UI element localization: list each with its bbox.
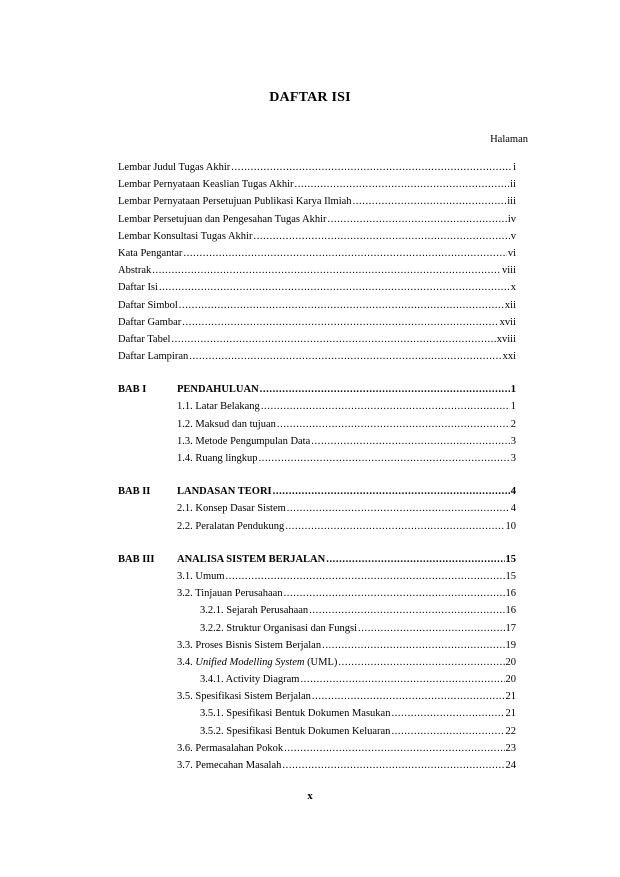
dot-leader: [189, 348, 501, 365]
toc-entry-label: 1.3. Metode Pengumpulan Data: [177, 435, 311, 447]
toc-entry-label: 3.2.2. Struktur Organisasi dan Fungsi: [200, 622, 358, 634]
toc-entry-page: x: [510, 282, 516, 294]
toc-entry-label: Daftar Gambar: [118, 316, 182, 328]
toc-entry-page: viii: [501, 265, 516, 277]
toc-section[interactable]: [118, 450, 516, 467]
toc-section[interactable]: [118, 416, 516, 433]
toc-entry-page: 24: [505, 760, 516, 771]
toc-section[interactable]: [118, 688, 516, 705]
toc-section[interactable]: [118, 740, 516, 757]
toc-entry-page: vi: [507, 247, 516, 259]
toc-entry-label: Daftar Isi: [118, 282, 158, 294]
toc-entry-page: 3: [510, 435, 516, 447]
toc-section[interactable]: [118, 637, 516, 654]
toc-entry-page: 3: [510, 453, 516, 464]
toc-entry[interactable]: [118, 245, 516, 262]
toc-entry-page: 15: [505, 553, 516, 565]
toc-section[interactable]: [118, 568, 516, 585]
dot-leader: [183, 245, 506, 262]
dot-leader: [226, 568, 505, 585]
dot-leader: [277, 416, 510, 433]
toc-entry-page: 20: [505, 656, 516, 668]
toc-entry-label: 3.2. Tinjauan Perusahaan: [177, 588, 283, 600]
toc-section[interactable]: [118, 433, 516, 450]
dot-leader: [273, 483, 510, 500]
toc-entry-page: 15: [505, 570, 516, 582]
toc-entry-label: 1.4. Ruang lingkup: [177, 453, 258, 464]
toc-entry-page: 23: [505, 742, 516, 754]
toc-entry-page: 10: [505, 520, 516, 532]
dot-leader: [311, 433, 509, 450]
toc-chapter[interactable]: [118, 483, 516, 500]
toc-entry[interactable]: [118, 211, 516, 228]
toc-section[interactable]: [118, 585, 516, 602]
dot-leader: [171, 331, 495, 348]
toc-entry-label: 3.7. Pemecahan Masalah: [177, 760, 282, 771]
label-italic: Unified Modelling System: [195, 656, 305, 668]
toc-entry-label: Daftar Tabel: [118, 333, 171, 345]
dot-leader: [328, 211, 507, 228]
toc-entry-page: 16: [505, 605, 516, 617]
toc-chapter[interactable]: [118, 551, 516, 568]
toc-entry-label: 3.5.1. Spesifikasi Bentuk Dokumen Masukan: [200, 708, 391, 720]
page-number: x: [307, 790, 313, 802]
toc-entry-label: 1.2. Maksud dan tujuan: [177, 418, 276, 430]
toc-entry-label: 3.1. Umum: [177, 570, 225, 582]
toc-entry[interactable]: [118, 348, 516, 365]
toc-entry-label: 3.3. Proses Bisnis Sistem Berjalan: [177, 639, 322, 651]
toc-entry-page: 17: [505, 622, 516, 634]
chapter-title: ANALISA SISTEM BERJALAN: [177, 553, 326, 565]
table-of-contents: [118, 159, 516, 774]
toc-entry-page: iv: [507, 213, 516, 225]
dot-leader: [179, 297, 504, 314]
toc-entry-label: Lembar Persetujuan dan Pengesahan Tugas Akhir: [118, 213, 327, 225]
dot-leader: [159, 279, 510, 296]
dot-leader: [353, 193, 507, 210]
toc-entry-page: v: [510, 230, 516, 242]
toc-entry-page: xvii: [499, 316, 516, 328]
chapter-title: LANDASAN TEORI: [177, 486, 272, 498]
spacer: [118, 535, 516, 551]
dot-leader: [312, 688, 505, 705]
dot-leader: [358, 620, 504, 637]
dot-leader: [284, 585, 505, 602]
dot-leader: [260, 381, 510, 398]
dot-leader: [285, 518, 504, 535]
dot-leader: [261, 398, 510, 415]
toc-entry[interactable]: [118, 279, 516, 296]
dot-leader: [259, 450, 510, 467]
toc-subsection[interactable]: [118, 723, 516, 740]
spacer: [118, 365, 516, 381]
toc-entry-label: Daftar Simbol: [118, 299, 178, 311]
toc-entry-page: xxi: [502, 351, 516, 363]
dot-leader: [152, 262, 501, 279]
toc-entry-page: 19: [505, 639, 516, 651]
dot-leader: [295, 176, 510, 193]
toc-section[interactable]: [118, 500, 516, 517]
toc-section[interactable]: [118, 757, 516, 774]
toc-entry-page: 20: [505, 674, 516, 686]
toc-subsection[interactable]: [118, 671, 516, 688]
toc-section[interactable]: [118, 654, 516, 671]
dot-leader: [326, 551, 504, 568]
toc-entry-label: Lembar Pernyataan Keaslian Tugas Akhir: [118, 179, 294, 191]
toc-entry-label: 3.4.1. Activity Diagram: [200, 674, 300, 686]
chapter-code: BAB III: [118, 553, 155, 565]
dot-leader: [182, 314, 498, 331]
dot-leader: [338, 654, 504, 671]
toc-entry[interactable]: [118, 159, 516, 176]
toc-entry-label: 3.6. Permasalahan Pokok: [177, 742, 284, 754]
dot-leader: [282, 757, 504, 774]
toc-entry[interactable]: [118, 297, 516, 314]
toc-entry-label: 3.5.2. Spesifikasi Bentuk Dokumen Keluaran: [200, 725, 391, 737]
toc-entry-label: Lembar Pernyataan Persetujuan Publikasi Karya Ilmiah: [118, 196, 352, 208]
toc-entry-label: Daftar Lampiran: [118, 351, 189, 363]
dot-leader: [253, 228, 509, 245]
toc-entry-page: 21: [505, 691, 516, 703]
toc-subsection[interactable]: [118, 620, 516, 637]
dot-leader: [309, 602, 504, 619]
toc-entry-label: 3.2.1. Sejarah Perusahaan: [200, 605, 309, 617]
toc-entry-label: 2.2. Peralatan Pendukung: [177, 520, 285, 532]
toc-entry-label: Abstrak: [118, 265, 152, 277]
toc-entry[interactable]: [118, 176, 516, 193]
label-prefix: 3.4.: [177, 656, 196, 668]
dot-leader: [284, 740, 504, 757]
toc-entry-page: 1: [510, 384, 516, 396]
toc-entry-label: Kata Pengantar: [118, 247, 183, 259]
dot-leader: [300, 671, 504, 688]
toc-entry-label: 2.1. Konsep Dasar Sistem: [177, 503, 286, 515]
toc-entry-page: xii: [504, 299, 516, 311]
toc-section[interactable]: [118, 518, 516, 535]
toc-entry-label: Lembar Konsultasi Tugas Akhir: [118, 230, 253, 242]
toc-entry-page: 2: [510, 418, 516, 430]
toc-entry-page: 16: [505, 588, 516, 600]
toc-entry-page: 4: [510, 503, 516, 515]
chapter-code: BAB II: [118, 486, 151, 498]
page-column-label: Halaman: [490, 134, 528, 145]
dot-leader: [231, 159, 512, 176]
toc-section[interactable]: [118, 398, 516, 415]
toc-entry[interactable]: [118, 262, 516, 279]
toc-entry[interactable]: [118, 331, 516, 348]
toc-entry-page: 21: [505, 708, 516, 720]
dot-leader: [391, 705, 504, 722]
label-suffix: (UML): [304, 656, 338, 668]
chapter-code: BAB I: [118, 384, 147, 396]
toc-entry-page: 22: [505, 725, 516, 737]
dot-leader: [287, 500, 510, 517]
spacer: [118, 467, 516, 483]
toc-subsection[interactable]: [118, 602, 516, 619]
dot-leader: [322, 637, 504, 654]
toc-entry-label: 3.5. Spesifikasi Sistem Berjalan: [177, 691, 311, 703]
dot-leader: [391, 723, 504, 740]
chapter-title: PENDAHULUAN: [177, 384, 259, 396]
toc-entry[interactable]: [118, 193, 516, 210]
toc-entry-page: ii: [510, 179, 516, 191]
chapter-heading: [118, 551, 325, 568]
toc-entry-page: i: [513, 162, 516, 173]
toc-entry-page: iii: [507, 196, 516, 208]
page-title: DAFTAR ISI: [269, 90, 351, 105]
chapter-heading: [118, 483, 272, 500]
toc-entry-label: 1.1. Latar Belakang: [177, 401, 260, 413]
toc-entry-label: Lembar Judul Tugas Akhir: [118, 162, 231, 173]
toc-entry-page: 4: [510, 486, 516, 498]
toc-subsection[interactable]: [118, 705, 516, 722]
toc-entry-label: [177, 654, 337, 671]
toc-entry-page: xviii: [496, 333, 516, 345]
toc-chapter[interactable]: [118, 381, 516, 398]
toc-entry[interactable]: [118, 314, 516, 331]
toc-entry-page: 1: [510, 401, 516, 413]
chapter-heading: [118, 381, 259, 398]
toc-entry[interactable]: [118, 228, 516, 245]
